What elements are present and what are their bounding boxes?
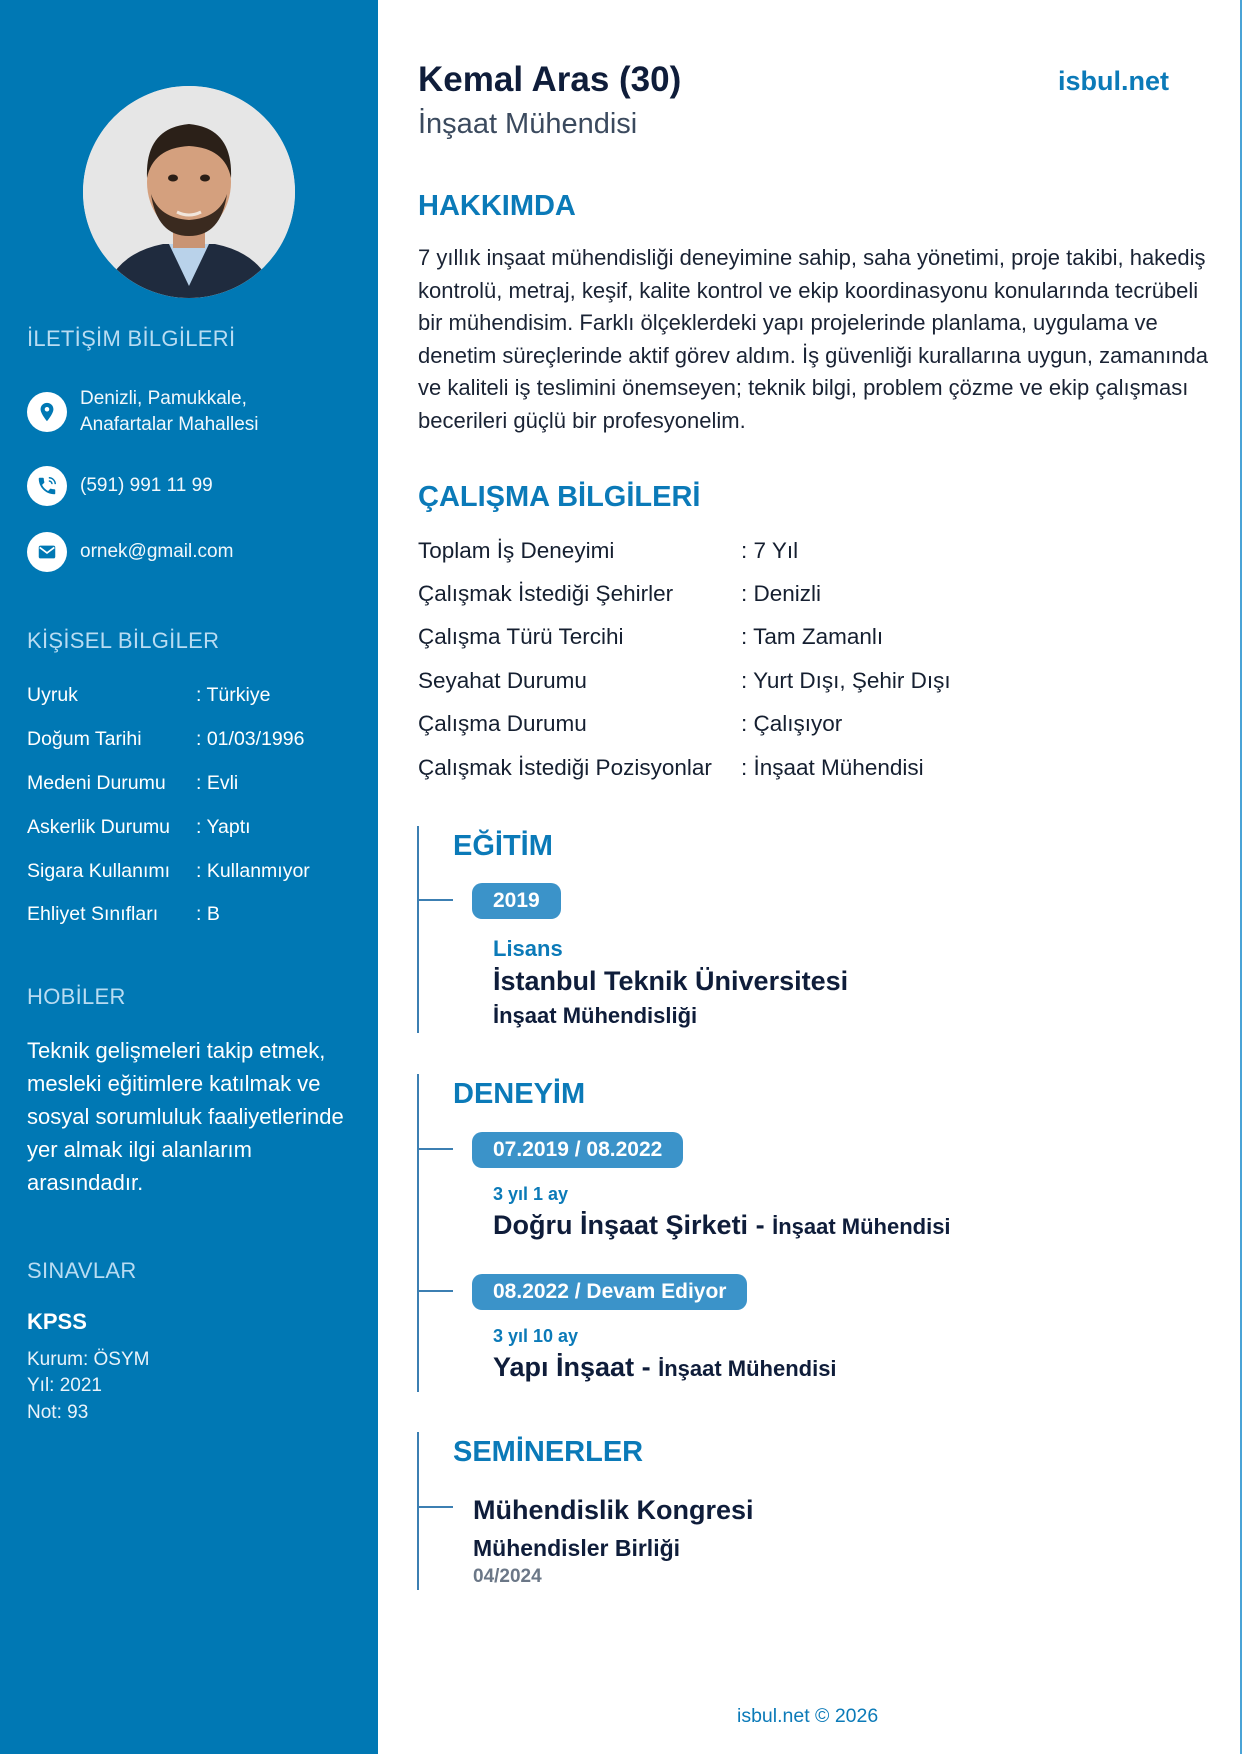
personal-row — [27, 772, 238, 795]
experience-role: İnşaat Mühendisi — [772, 1214, 951, 1239]
sidebar — [0, 0, 378, 1754]
timeline-tick — [418, 1290, 453, 1292]
exams-heading: SINAVLAR — [27, 1258, 137, 1283]
personal-row — [27, 816, 251, 839]
profile-photo — [83, 86, 295, 298]
work-info-label: Çalışmak İstediği Şehirler — [418, 581, 674, 606]
address-row — [27, 386, 258, 438]
experience-separator: - — [748, 1210, 773, 1240]
experience-period-badge: 07.2019 / 08.2022 — [472, 1132, 683, 1168]
timeline-tick — [418, 1148, 453, 1150]
experience-company: Doğru İnşaat Şirketi — [493, 1210, 749, 1240]
personal-value: : 01/03/1996 — [196, 728, 305, 750]
brand-logo: isbul.net — [1058, 66, 1170, 96]
exam-year: Yıl: 2021 — [27, 1375, 102, 1396]
personal-label: Medeni Durumu — [27, 772, 166, 794]
phone-row — [27, 466, 213, 506]
experience-separator: - — [634, 1352, 659, 1382]
work-info-row — [418, 538, 798, 564]
personal-value: : Evli — [196, 772, 239, 794]
about-text: 7 yıllık inşaat mühendisliği deneyimine sahip, saha yönetimi, proje takibi, hakediş kontrolü, metraj, keşif, kalite kontrol ve ekip koordinasyonu konularında tecrübeli bir mühendisim. Farklı ölçeklerdeki yapı projelerinde planlama, uygulama ve denetim süreçlerinde aktif görev aldım. İş güvenliği kurallarına uygun, zamanında ve kaliteli iş teslimini önemseyen; teknik bilgi, problem çözme ve ekip çalışması becerileri güçlü bir profesyonelim. — [418, 245, 1208, 433]
work-info-heading: ÇALIŞMA BİLGİLERİ — [418, 481, 701, 513]
work-info-value: : Yurt Dışı, Şehir Dışı — [741, 668, 951, 693]
timeline-line — [417, 1432, 419, 1590]
hobbies-text: Teknik gelişmeleri takip etmek, mesleki eğitimlere katılmak ve sosyal sorumluluk faaliyetlerinde yer almak ilgi alanlarım arasındadır. — [27, 1038, 344, 1195]
personal-label: Doğum Tarihi — [27, 728, 142, 750]
work-info-value: : Tam Zamanlı — [741, 624, 884, 649]
timeline-line — [417, 1074, 419, 1392]
experience-period-badge: 08.2022 / Devam Ediyor — [472, 1274, 747, 1310]
personal-row — [27, 860, 310, 883]
phone-text: (591) 991 11 99 — [80, 475, 213, 496]
work-info-label: Seyahat Durumu — [418, 668, 587, 693]
work-info-row — [418, 581, 821, 607]
personal-label: Askerlik Durumu — [27, 816, 171, 838]
about-heading: HAKKIMDA — [418, 190, 576, 222]
work-info-row — [418, 624, 883, 650]
experience-job — [493, 1210, 951, 1241]
personal-label: Ehliyet Sınıfları — [27, 903, 159, 925]
work-info-label: Çalışmak İstediği Pozisyonlar — [418, 755, 712, 780]
email-text: ornek@gmail.com — [80, 541, 234, 562]
personal-label: Uyruk — [27, 684, 78, 706]
exam-institution: Kurum: ÖSYM — [27, 1349, 150, 1370]
seminars-heading: SEMİNERLER — [453, 1436, 644, 1468]
experience-job — [493, 1352, 837, 1383]
candidate-title: İnşaat Mühendisi — [418, 108, 638, 140]
personal-value: : Kullanmıyor — [196, 860, 310, 882]
experience-duration: 3 yıl 10 ay — [493, 1326, 579, 1346]
address-line-1: Denizli, Pamukkale, — [80, 388, 247, 409]
education-heading: EĞİTİM — [453, 830, 553, 862]
exam-name: KPSS — [27, 1309, 87, 1334]
personal-heading: KİŞİSEL BİLGİLER — [27, 628, 220, 653]
contact-heading: İLETİŞİM BİLGİLERİ — [27, 326, 236, 351]
work-info-value: : Denizli — [741, 581, 822, 606]
email-icon — [27, 532, 67, 572]
work-info-row — [418, 755, 924, 781]
address-text — [80, 386, 258, 438]
address-line-2: Anafartalar Mahallesi — [80, 414, 259, 435]
experience-heading: DENEYİM — [453, 1078, 586, 1110]
phone-icon — [27, 466, 67, 506]
footer-copyright: isbul.net © 2026 — [737, 1705, 879, 1727]
experience-role: İnşaat Mühendisi — [658, 1356, 837, 1381]
timeline-tick — [418, 1506, 453, 1508]
work-info-value: : 7 Yıl — [741, 538, 799, 563]
personal-row — [27, 684, 270, 707]
personal-value: : B — [196, 903, 220, 925]
location-pin-icon — [27, 392, 67, 432]
experience-duration: 3 yıl 1 ay — [493, 1184, 569, 1204]
personal-row — [27, 728, 304, 751]
seminar-title: Mühendislik Kongresi — [473, 1495, 754, 1525]
seminar-date: 04/2024 — [473, 1566, 542, 1587]
candidate-name: Kemal Aras (30) — [418, 60, 682, 99]
timeline-line — [417, 826, 419, 1033]
work-info-row — [418, 711, 842, 737]
exam-score: Not: 93 — [27, 1402, 89, 1423]
personal-label: Sigara Kullanımı — [27, 860, 171, 882]
education-department: İnşaat Mühendisliği — [493, 1003, 698, 1028]
work-info-label: Çalışma Türü Tercihi — [418, 624, 624, 649]
education-level: Lisans — [493, 936, 563, 961]
work-info-label: Çalışma Durumu — [418, 711, 587, 736]
work-info-value: : Çalışıyor — [741, 711, 843, 736]
personal-value: : Yaptı — [196, 816, 251, 838]
personal-value: : Türkiye — [196, 684, 271, 706]
work-info-value: : İnşaat Mühendisi — [741, 755, 924, 780]
work-info-row — [418, 668, 951, 694]
email-row — [27, 532, 233, 572]
hobbies-heading: HOBİLER — [27, 984, 126, 1009]
education-year-badge: 2019 — [472, 883, 561, 919]
seminar-organization: Mühendisler Birliği — [473, 1535, 681, 1561]
education-school: İstanbul Teknik Üniversitesi — [493, 966, 849, 996]
personal-row — [27, 903, 220, 926]
work-info-label: Toplam İş Deneyimi — [418, 538, 615, 563]
experience-company: Yapı İnşaat — [493, 1352, 635, 1382]
timeline-tick — [418, 899, 453, 901]
